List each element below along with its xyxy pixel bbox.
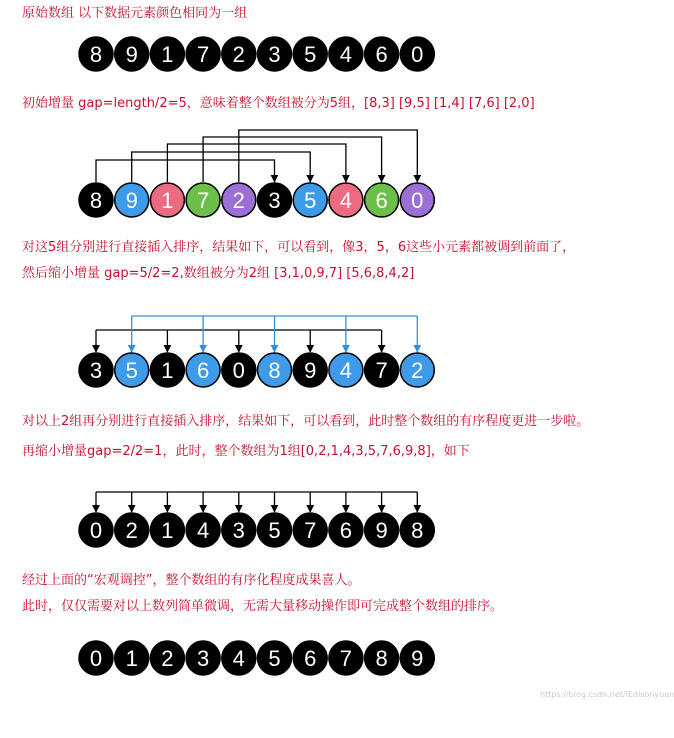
array-element [400, 37, 434, 71]
element-value: 9 [304, 358, 317, 383]
element-value: 6 [375, 42, 388, 67]
array-element [222, 513, 256, 547]
array-element [293, 353, 327, 387]
array-element [150, 513, 184, 547]
text-initial-gap: 初始增量 gap=length/2=5，意味着整个数组被分为5组，[8,3] [9,5] [1,4] [7,6] [2,0] [22, 96, 535, 111]
array-element [400, 513, 434, 547]
text-final-adjust: 此时，仅仅需要对以上数列简单微调，无需大量移动操作即可完成整个数组的排序。 [22, 599, 504, 614]
array-element [365, 37, 399, 71]
array-element [329, 513, 363, 547]
array-element [258, 641, 292, 675]
element-value: 1 [161, 188, 174, 213]
element-value: 1 [161, 42, 174, 67]
element-value: 4 [232, 646, 245, 671]
element-value: 4 [339, 358, 353, 383]
text-sort-5-groups: 对这5组分别进行直接插入排序，结果如下，可以看到，像3，5，6这些小元素都被调到前面了， [22, 240, 576, 255]
array-element [365, 353, 399, 387]
element-value: 9 [375, 518, 388, 543]
array-element [258, 513, 292, 547]
element-value: 1 [125, 646, 138, 671]
array-element [329, 37, 363, 71]
array-element [293, 641, 327, 675]
gap5-connector [96, 160, 275, 182]
array-element [186, 37, 220, 71]
watermark: https://blog.csdn.net/IEdisonyuan [540, 690, 674, 699]
array-element [293, 183, 327, 217]
element-value: 0 [89, 646, 103, 671]
element-value: 2 [232, 42, 245, 67]
array-element [329, 183, 363, 217]
element-value: 5 [268, 518, 281, 543]
element-value: 4 [196, 518, 210, 543]
array-element [186, 641, 220, 675]
element-value: 7 [304, 518, 317, 543]
element-value: 1 [161, 518, 174, 543]
element-value: 7 [339, 646, 353, 671]
array-element [329, 353, 363, 387]
element-value: 3 [196, 646, 210, 671]
array-element [79, 641, 113, 675]
array-element [115, 183, 149, 217]
array-element [258, 183, 292, 217]
array-element [222, 37, 256, 71]
element-value: 4 [339, 188, 353, 213]
array-element [115, 513, 149, 547]
element-value: 8 [89, 188, 103, 213]
array-element [115, 353, 149, 387]
element-value: 3 [268, 42, 281, 67]
array-element [365, 641, 399, 675]
element-value: 8 [89, 42, 103, 67]
element-value: 3 [89, 358, 103, 383]
array-element [222, 353, 256, 387]
array-element [115, 37, 149, 71]
element-value: 9 [411, 646, 424, 671]
element-value: 9 [125, 188, 138, 213]
element-value: 5 [268, 646, 281, 671]
array-element [150, 37, 184, 71]
array-element [400, 183, 434, 217]
element-value: 2 [161, 646, 174, 671]
array-element [365, 513, 399, 547]
element-value: 2 [125, 518, 138, 543]
element-value: 5 [125, 358, 138, 383]
array-element [258, 353, 292, 387]
array-element [150, 353, 184, 387]
text-macro-control: 经过上面的“宏观调控”，整个数组的有序化程度成果喜人。 [22, 573, 361, 588]
array-element [79, 37, 113, 71]
element-value: 7 [375, 358, 388, 383]
array-element [293, 37, 327, 71]
array-element [186, 513, 220, 547]
array-element [150, 183, 184, 217]
array-element [329, 641, 363, 675]
array-element [222, 641, 256, 675]
element-value: 6 [375, 188, 388, 213]
element-value: 5 [304, 188, 317, 213]
element-value: 6 [339, 518, 353, 543]
text-sort-2-groups: 对以上2组再分别进行直接插入排序，结果如下，可以看到，此时整个数组的有序程度更进一步啦。 [22, 414, 590, 429]
array-element [222, 183, 256, 217]
array-element [400, 353, 434, 387]
element-value: 0 [411, 42, 424, 67]
element-value: 6 [196, 358, 210, 383]
array-element [365, 183, 399, 217]
element-value: 2 [411, 358, 424, 383]
gap5-connector [132, 152, 311, 182]
text-gap-2: 然后缩小增量 gap=5/2=2,数组被分为2组 [3,1,0,9,7] [5,6,8,4,2] [22, 266, 415, 281]
gap5-connector [167, 144, 346, 182]
text-gap-1: 再缩小增量gap=2/2=1，此时，整个数组为1组[0,2,1,4,3,5,7,6,9,8]，如下 [22, 444, 470, 459]
array-element [79, 513, 113, 547]
element-value: 5 [304, 42, 317, 67]
array-element [186, 183, 220, 217]
array-element [79, 183, 113, 217]
text-original-array: 原始数组 以下数据元素颜色相同为一组 [22, 6, 248, 21]
array-element [79, 353, 113, 387]
element-value: 9 [125, 42, 138, 67]
element-value: 8 [268, 358, 281, 383]
element-value: 8 [375, 646, 388, 671]
element-value: 3 [268, 188, 281, 213]
gap5-connector [239, 130, 417, 182]
element-value: 0 [232, 358, 245, 383]
array-element [150, 641, 184, 675]
array-element [115, 641, 149, 675]
element-value: 0 [89, 518, 103, 543]
element-value: 7 [196, 42, 210, 67]
element-value: 3 [232, 518, 245, 543]
element-value: 4 [339, 42, 353, 67]
array-element [293, 513, 327, 547]
element-value: 6 [304, 646, 317, 671]
array-element [258, 37, 292, 71]
element-value: 1 [161, 358, 174, 383]
element-value: 8 [411, 518, 424, 543]
element-value: 7 [196, 188, 210, 213]
element-value: 0 [411, 188, 424, 213]
element-value: 2 [232, 188, 245, 213]
array-element [186, 353, 220, 387]
array-element [400, 641, 434, 675]
